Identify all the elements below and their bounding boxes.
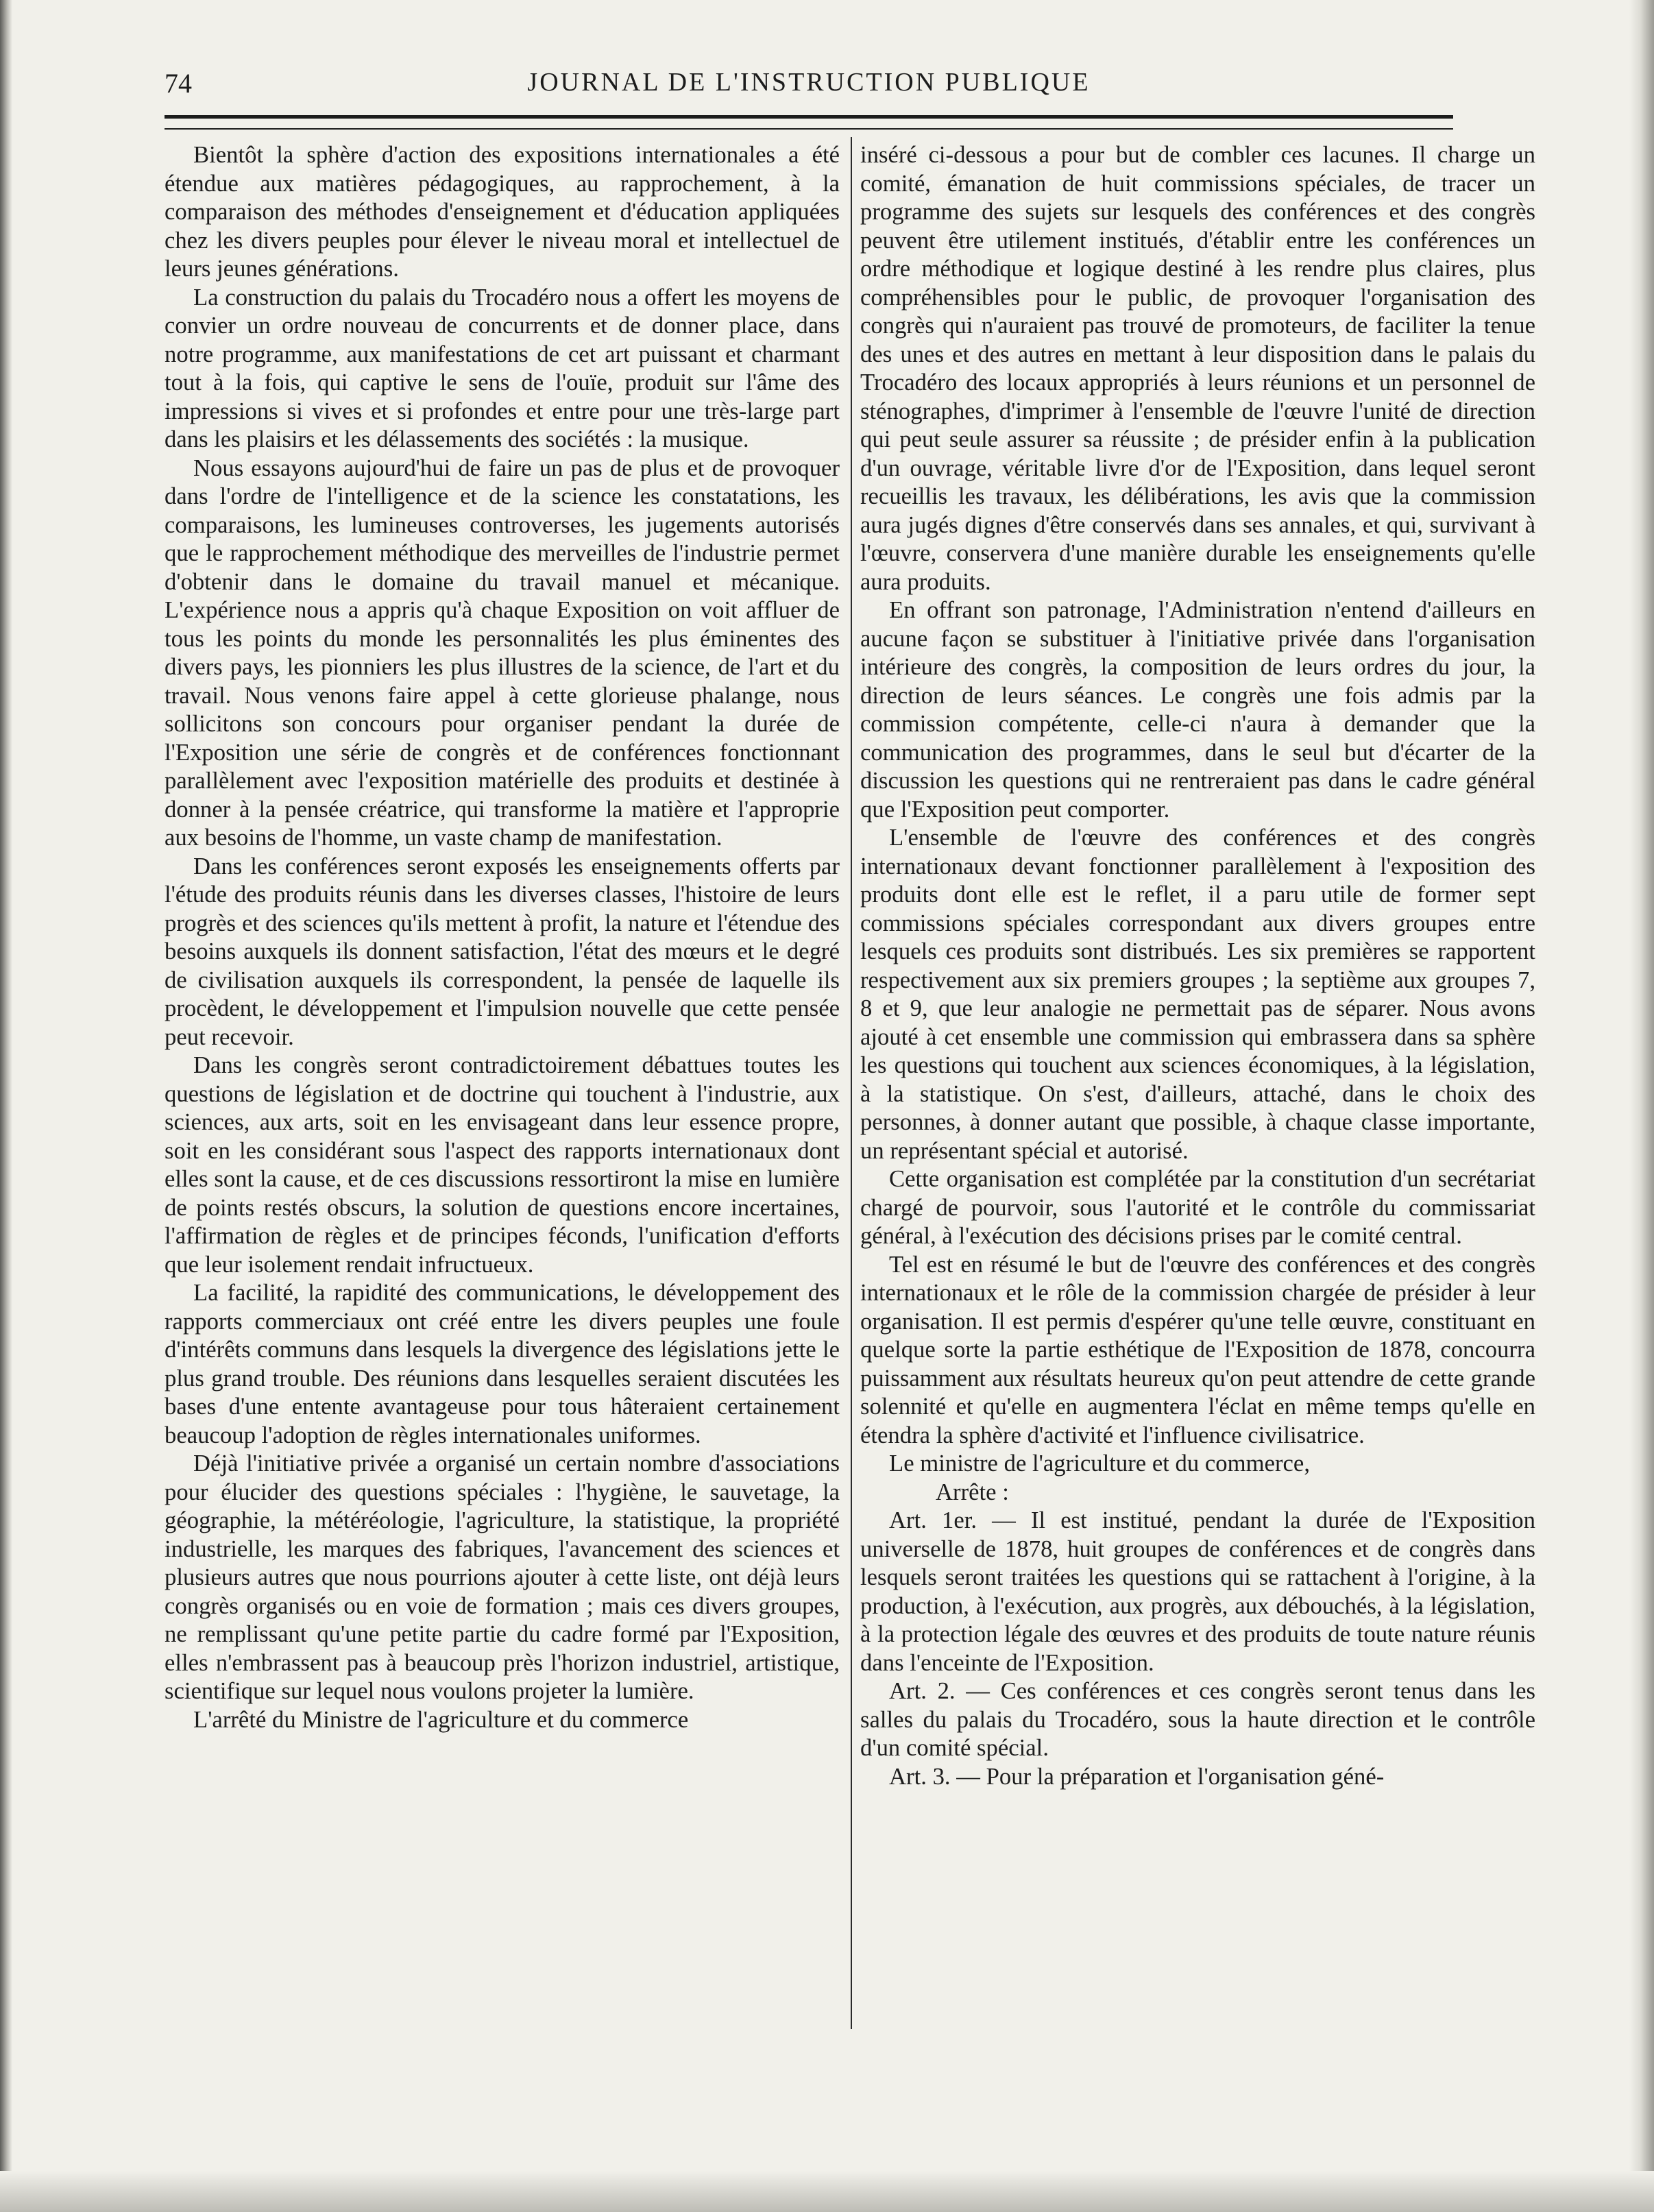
- paragraph: Bientôt la sphère d'action des expositions internationales a été étendue aux matières pédagogiques, au rapprochement, à la comparaison des méthodes d'enseignement et d'éducation appliquées chez les divers peuples pour élever le niveau moral et intellectuel de leurs jeunes générations.: [165, 141, 840, 282]
- page-number: 74: [165, 68, 192, 99]
- paragraph: La facilité, la rapidité des communications, le développement des rapports commerciaux ont créé entre les divers peuples une foule d'intérêts communs dans lesquels la divergence des législations jette le plus grand trouble. Des réunions dans lesquelles seraient discutées les bases d'une entente avantageuse pour tous hâteraient certainement beaucoup l'adoption de règles internationales uniformes.: [165, 1279, 840, 1448]
- paragraph: Déjà l'initiative privée a organisé un certain nombre d'associations pour élucider des questions spéciales : l'hygiène, le sauvetage, la géographie, la météréologie, l'agriculture, la statistique, la propriété industrielle, les marques des fabriques, l'avancement des sciences et plusieurs autres que nous pourrions ajouter à cette liste, ont déjà leurs congrès organisés ou en voie de formation ; mais ces divers groupes, ne remplissant qu'une petite partie du cadre formé par l'Exposition, elles n'embrassent pas à beaucoup près l'horizon industriel, artistique, scientifique sur lequel nous voulons projeter la lumière.: [165, 1450, 840, 1704]
- paragraph: Nous essayons aujourd'hui de faire un pas de plus et de provoquer dans l'ordre de l'intelligence et de la science les constatations, les comparaisons, les lumineuses controverses, les jugements autorisés que le rapprochement méthodique des merveilles de l'industrie permet d'obtenir dans le domaine du travail manuel et mécanique. L'expérience nous a appris qu'à chaque Exposition on voit affluer de tous les points du monde les personnalités les plus éminentes des divers pays, les pionniers les plus illustres de la science, de l'art et du travail. Nous venons faire appel à cette glorieuse phalange, nous sollicitons son concours pour organiser pendant la durée de l'Exposition une série de congrès et de conférences fonctionnant parallèlement avec l'exposition matérielle des produits et destinée à donner à la pensée créatrice, qui transforme la matière et l'approprie aux besoins de l'homme, un vaste champ de manifestation.: [165, 454, 840, 851]
- page-edge-right: [1629, 0, 1654, 2212]
- paragraph: L'ensemble de l'œuvre des conférences et des congrès internationaux devant fonctionner parallèlement à l'exposition des produits dont elle est le reflet, il a paru utile de former sept commissions spéciales correspondant aux divers groupes entre lesquels ces produits sont distribués. Les six premières se rapportent respectivement aux six premiers groupes ; la septième aux groupes 7, 8 et 9, que leur analogie ne permettait pas de séparer. Nous avons ajouté à cet ensemble une commission qui embrassera dans sa sphère les questions qui touchent aux sciences économiques, à la législation, à la statistique. On s'est, d'ailleurs, attaché, dans le choix des personnes, à donner autant que possible, à chaque classe importante, un représentant spécial et autorisé.: [860, 824, 1535, 1164]
- paragraph: Art. 1er. — Il est institué, pendant la durée de l'Exposition universelle de 1878, huit groupes de conférences et de congrès dans lesquels seront traitées les questions qui se rattachent à l'origine, à la production, à l'exécution, aux progrès, aux débouchés, à la législation, à la protection légale des œuvres et des produits de toute nature réunis dans l'enceinte de l'Exposition.: [860, 1507, 1535, 1676]
- paragraph: Art. 3. — Pour la préparation et l'organisation géné-: [889, 1762, 1385, 1790]
- page-edge-bottom: [0, 2171, 1654, 2212]
- paragraph: Dans les congrès seront contradictoirement débattues toutes les questions de législation et de doctrine qui touchent à l'industrie, aux sciences, aux arts, soit en les envisageant dans leur essence propre, soit en les considérant sous l'aspect des rapports internationaux dont elles sont la cause, et de ces discussions ressortiront la mise en lumière de points restés obscurs, la solution de questions encore incertaines, l'affirmation de règles et de principes féconds, l'unification d'efforts que leur isolement rendait infructueux.: [165, 1052, 840, 1278]
- paragraph: L'arrêté du Ministre de l'agriculture et du commerce: [193, 1705, 689, 1733]
- paragraph: En offrant son patronage, l'Administration n'entend d'ailleurs en aucune façon se substituer à l'initiative privée dans l'organisation intérieure des congrès, la composition de leurs ordres du jour, la direction de leurs séances. Le congrès une fois admis par la commission compétente, celle-ci n'aura à demander que la communication des programmes, dans le seul but d'écarter de la discussion les questions qui ne rentreraient pas dans le cadre général que l'Exposition peut comporter.: [860, 596, 1535, 823]
- paragraph: Le ministre de l'agriculture et du commerce,: [889, 1450, 1310, 1476]
- paragraph: Dans les conférences seront exposés les enseignements offerts par l'étude des produits réunis dans les diverses classes, l'histoire de leurs progrès et des sciences qu'ils mettent à profit, la nature et l'étendue des besoins auxquels ils donnent satisfaction, l'état des mœurs et le degré de civilisation auxquels ils correspondent, la pensée de laquelle ils procèdent, le développement et l'impulsion nouvelle que cette pensée peut recevoir.: [165, 852, 840, 1050]
- column-divider: [851, 137, 852, 2029]
- paragraph: La construction du palais du Trocadéro nous a offert les moyens de convier un ordre nouveau de concurrents et de donner place, dans notre programme, aux manifestations de cet art puissant et charmant tout à la fois, qui captive le sens de l'ouïe, produit sur l'âme des impressions si vives et si profondes et entre pour une très-large part dans les plaisirs et les délassements des sociétés : la musique.: [165, 283, 840, 452]
- left-column: [165, 141, 840, 2032]
- header-rule: [165, 115, 1453, 130]
- paragraph: Cette organisation est complétée par la constitution d'un secrétariat chargé de pourvoir, sous l'autorité et le contrôle du commissariat général, à l'exécution des décisions prises par le comité central.: [860, 1165, 1535, 1249]
- running-title: JOURNAL DE L'INSTRUCTION PUBLIQUE: [527, 68, 1091, 97]
- right-column: [860, 141, 1535, 2032]
- paragraph: inséré ci-dessous a pour but de combler ces lacunes. Il charge un comité, émanation de huit commissions spéciales, de tracer un programme des sujets sur lesquels des conférences et des congrès peuvent être utilement institués, d'établir entre les conférences un ordre méthodique et logique destiné à les rendre plus claires, plus compréhensibles pour le public, de provoquer l'organisation des congrès qui n'auraient pas trouvé de promoteurs, de faciliter la tenue des unes et des autres en mettant à leur disposition dans le palais du Trocadéro des locaux appropriés à leurs réunions et un personnel de sténographes, d'imprimer à l'ensemble de l'œuvre l'unité de direction qui peut seule assurer sa réussite ; de présider enfin à la publication d'un ouvrage, véritable livre d'or de l'Exposition, dans lequel seront recueillis les travaux, les délibérations, les avis que la commission aura jugés dignes d'être conservés dans ses annales, et qui, survivant à l'œuvre, conservera d'une manière durable les enseignements qu'elle aura produits.: [860, 141, 1535, 595]
- paragraph: Tel est en résumé le but de l'œuvre des conférences et des congrès internationaux et le rôle de la commission chargée de présider à leur organisation. Il est permis d'espérer qu'une telle œuvre, constituant en quelque sorte la partie esthétique de l'Exposition de 1878, concourra puissamment aux résultats heureux qu'on peut attendre de cette grande solennité et qu'elle en augmentera l'éclat en même temps qu'elle en étendra la sphère d'activité et l'influence civilisatrice.: [860, 1250, 1535, 1448]
- paragraph: Arrête :: [936, 1478, 1009, 1505]
- paragraph: Art. 2. — Ces conférences et ces congrès seront tenus dans les salles du palais du Trocadéro, sous la haute direction et le contrôle d'un comité spécial.: [860, 1677, 1535, 1761]
- page-header: [165, 63, 1453, 104]
- page-edge-left: [0, 0, 12, 2212]
